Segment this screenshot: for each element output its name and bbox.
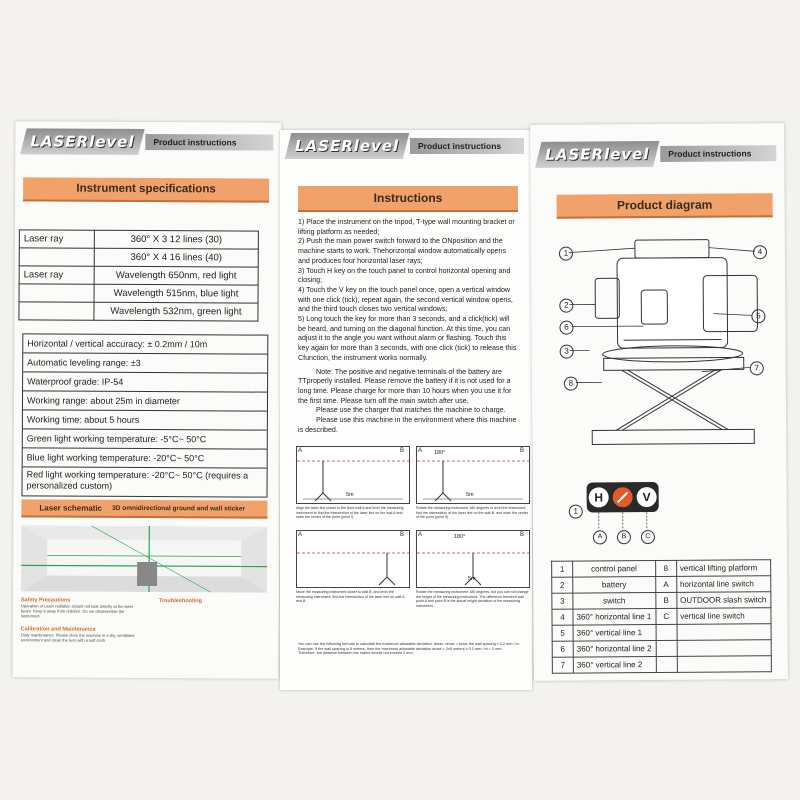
wall-b-label: B [520, 532, 525, 538]
part-number: 4 [552, 609, 573, 625]
instruction-steps [298, 218, 518, 435]
table-row [19, 284, 258, 303]
angle-label: 180° [454, 534, 466, 540]
part-name: 360° horizontal line 2 [573, 641, 656, 658]
wall-b-label: B [400, 532, 405, 538]
part-letter-name [677, 624, 771, 641]
instructions-panel [280, 130, 532, 690]
brand-logo: LASERlevel [285, 133, 409, 159]
control-panel [587, 482, 659, 513]
v-key[interactable]: V [637, 487, 657, 507]
part-letter-name [677, 640, 771, 657]
table-row [19, 248, 258, 267]
specifications-title: Instrument specifications [23, 177, 269, 202]
list-item: Working range: about 25m in diameter [23, 391, 267, 411]
trouble-title: Troubleshooting [158, 598, 203, 605]
key-label-c: C [641, 530, 655, 544]
spec-value: Wavelength 650nm, red light [94, 266, 258, 285]
angle-label: 180° [434, 450, 446, 456]
step-1: 1) Place the instrument on the tripod, T-type wall mounting bracket or lifting platform as needed; [298, 218, 515, 236]
safety-title: Safety Precautions [20, 597, 71, 604]
calibration-title: Calibration and Maintenance [20, 626, 96, 633]
spec-label [19, 302, 94, 320]
table-row [19, 230, 258, 249]
laser-spec-table [18, 229, 258, 321]
slash-icon [617, 492, 628, 503]
callout-6: 6 [559, 321, 573, 335]
distance-label: 5m [468, 576, 476, 582]
table-row [19, 266, 258, 285]
part-letter [656, 624, 677, 640]
step-4: 4) Touch the V key on the touch panel once, open a vertical window with one click (tick), repeat again, the second vertical window opens, and the third touch closes two vertical windows; [298, 285, 513, 314]
list-item: Horizontal / vertical accuracy: ± 0.2mm / 10m [23, 334, 267, 354]
list-item: Red light working temperature: -20°C~ 50°C (requires a personalized custom) [26, 469, 249, 491]
table-row [552, 592, 771, 610]
part-name: switch [573, 593, 656, 610]
part-letter [656, 656, 677, 672]
part-name: 360° vertical line 2 [573, 657, 656, 674]
schematic-header [21, 499, 267, 518]
schematic-subtitle: 3D omnidirectional ground and wall sticker [112, 504, 246, 513]
table-row [552, 656, 771, 674]
spec-label: Laser ray [19, 230, 94, 248]
part-letter: 8 [655, 560, 676, 576]
part-letter-name: vertical lifting platform [676, 560, 770, 577]
wall-b-label: B [400, 448, 405, 454]
note-3: Please use this machine in the environment where this machine is described. [298, 416, 517, 434]
safety-section [21, 597, 143, 643]
spec-list [21, 333, 268, 497]
step-3: 3) Touch H key on the touch panel to control horizontal opening and closing; [298, 266, 511, 285]
spec-label: Laser ray [19, 266, 94, 284]
list-item: Waterproof grade: IP-54 [23, 372, 267, 392]
safety-text: Operation of Laser radiation should not look directly at the laser beam. Keep it away from children. Do not disassemble the instrument. [20, 603, 134, 619]
product-instructions-label: Product instructions [660, 145, 776, 162]
header-bar [23, 127, 273, 156]
note-2: Please use the charger that matches the machine to charge. [316, 406, 506, 415]
product-diagram-panel [530, 123, 788, 681]
part-letter: A [655, 576, 676, 592]
part-name: battery [573, 577, 656, 594]
callout-3: 3 [560, 345, 574, 359]
product-instructions-label: Product instructions [410, 138, 524, 154]
wall-a-label: A [418, 448, 423, 454]
list-item: Working time: about 5 hours [23, 410, 267, 430]
formula-footer: You can use the following formula to calculate the maximum allowable deviation. dmax. dmax = twice the wall spacing x 0.2 mm / m. Example: If the wall spacing is 5 meters, then the maximum allowable deviation dmax = 2x5 meters x 0.2 mm / m = 2 mm. Therefore, the distance between the marks should not exceed 2 mm. [298, 642, 520, 655]
note-1: Note: The positive and negative terminals of the battery are TTproperly installed. Please remove the battery if it is not used for a long time. Please charge for more than 10 hours when you use it for the first time. Please turn off the main switch after use. [298, 367, 512, 405]
callout-7: 7 [750, 361, 764, 375]
distance-label: 5m [466, 492, 474, 498]
troubleshooting-section [159, 598, 267, 605]
schematic-title: Laser schematic [39, 503, 103, 513]
table-row [552, 608, 771, 626]
spec-value: 360° X 3 12 lines (30) [94, 230, 258, 249]
figure-caption: Move the measuring instrument closer to wall B, and level the measuring instrument, find the intersection of the laser line on wall A and B. [296, 590, 405, 603]
part-letter-name: vertical line switch [677, 608, 771, 625]
part-number: 5 [552, 625, 573, 641]
part-letter [656, 640, 677, 656]
slash-key[interactable] [613, 487, 633, 507]
wall-b-label: B [520, 448, 525, 454]
part-name: control panel [573, 561, 656, 578]
laser-schematic-image [21, 525, 267, 592]
key-label-b: B [617, 530, 631, 544]
part-number: 2 [552, 577, 573, 593]
table-row [552, 576, 771, 594]
wall-a-label: A [298, 448, 303, 454]
part-name: 360° horizontal line 1 [573, 609, 656, 626]
spec-value: 360° X 4 16 lines (40) [94, 248, 258, 267]
part-number: 7 [552, 657, 573, 673]
spec-label [19, 284, 94, 302]
calibration-text: Daily maintenance. Please store the machine in a dry, ventilated environment and clean the lens with a soft cloth. [20, 632, 135, 643]
callout-4: 4 [753, 245, 767, 259]
spec-value: Wavelength 532nm, green light [94, 302, 258, 321]
part-letter-name [677, 656, 771, 673]
figure-caption: Rotate the measuring instrument 180 degrees to level the instrument, find the intersection of the laser line on the wall B, and mark the center of the point (point II). [416, 506, 529, 519]
table-row [552, 560, 771, 578]
instructions-title: Instructions [298, 186, 518, 212]
parts-table [551, 559, 772, 674]
callout-control-panel: 1 [569, 505, 583, 519]
part-letter: C [656, 608, 677, 624]
callout-1: 1 [559, 247, 573, 261]
calibration-figure-3 [296, 530, 410, 588]
spec-value: Wavelength 515nm, blue light [94, 284, 258, 303]
part-name: 360° vertical line 1 [573, 625, 656, 642]
part-number: 1 [552, 561, 573, 577]
distance-label: 5m [346, 492, 354, 498]
brand-logo: LASERlevel [535, 141, 659, 168]
part-number: 6 [552, 641, 573, 657]
list-item: Green light working temperature: -5°C~ 50°C [23, 429, 267, 449]
list-item: Blue light working temperature: -20°C~ 50°C [23, 448, 267, 468]
spec-label [19, 248, 94, 266]
figure-caption: Align the laser line closer to the front wall A and level the measuring instrument to find the intersection of the laser line on the wall A and mark the center of the point (point I). [296, 506, 404, 519]
header-bar [288, 132, 524, 160]
table-row [552, 640, 771, 658]
part-number: 3 [552, 593, 573, 609]
part-letter-name: OUTDOOR slash switch [677, 592, 771, 609]
part-letter-name: horizontal line switch [676, 576, 770, 593]
h-key[interactable]: H [589, 487, 609, 507]
callout-8: 8 [564, 377, 578, 391]
wall-a-label: A [298, 532, 303, 538]
part-letter: B [656, 592, 677, 608]
product-diagram-title: Product diagram [557, 193, 773, 219]
brand-logo: LASERlevel [20, 128, 145, 155]
specifications-panel [13, 121, 282, 678]
callout-2: 2 [559, 299, 573, 313]
product-instructions-label: Product instructions [145, 134, 273, 151]
callout-5: 5 [751, 309, 765, 323]
table-row [552, 624, 771, 642]
table-row [19, 302, 258, 321]
key-label-a: A [593, 530, 607, 544]
list-item: Automatic leveling range: ±3 [23, 353, 267, 373]
step-2: 2) Push the main power switch forward to the ONposition and the machine starts to work. Thehorizontal window automatically opens and produces four horizontal laser rays; [298, 237, 507, 265]
figure-caption: Rotate the measuring instrument 180 degrees, but you can not change the height of the measuring instrument. The difference between wall point A and point B is the actual height deviation of the measuring instrument. [416, 590, 529, 608]
step-5: 5) Long touch the key for more than 3 seconds, and a click(tick) will be heard, and turning on the diagonal function. At this time, you can adjust it to the angle you want without alarm or flashing. Touch this key again for more than 3 seconds, with one click (tick) to release this Cfunction, the instrument works normally. [298, 315, 517, 362]
wall-a-label: A [418, 532, 423, 538]
